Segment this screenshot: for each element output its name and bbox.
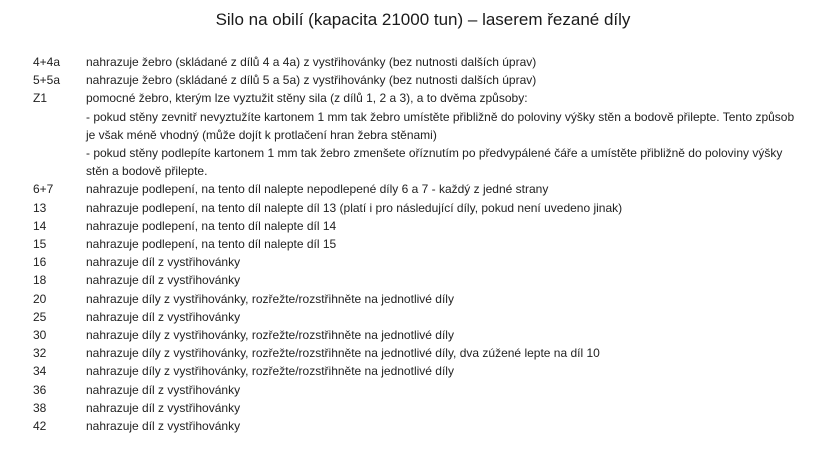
part-description: nahrazuje podlepení, na tento díl nalepte díl 13 (platí i pro následující díly, pokud není uvedeno jinak): [86, 200, 623, 215]
part-description: nahrazuje díl z vystřihovánky: [86, 382, 241, 397]
part-row: [33, 53, 803, 71]
part-description: nahrazuje žebro (skládané z dílů 5 a 5a) z vystřihovánky (bez nutnosti dalších úprav): [86, 73, 537, 88]
part-description: nahrazuje podlepení, na tento díl nalepte díl 14: [86, 218, 337, 233]
part-description: nahrazuje podlepení, na tento díl nalepte díl 15: [86, 237, 337, 252]
part-number: 13: [33, 200, 47, 215]
part-row: [33, 381, 803, 399]
part-row: [33, 71, 803, 89]
part-description: nahrazuje díly z vystřihovánky, rozřežte/rozstřihněte na jednotlivé díly: [86, 291, 454, 306]
part-row: [33, 199, 803, 217]
part-row: [33, 290, 803, 308]
part-description: nahrazuje díly z vystřihovánky, rozřežte/rozstřihněte na jednotlivé díly: [86, 364, 454, 379]
part-number: 5+5a: [33, 73, 61, 88]
part-description: nahrazuje díl z vystřihovánky: [86, 419, 241, 434]
part-row: [33, 235, 803, 253]
part-row: [33, 271, 803, 289]
part-row: [33, 217, 803, 235]
part-row: [33, 399, 803, 417]
part-row: [33, 362, 803, 380]
part-row: [33, 344, 803, 362]
part-description: nahrazuje žebro (skládané z dílů 4 a 4a) z vystřihovánky (bez nutnosti dalších úprav): [86, 55, 537, 69]
part-description: pomocné žebro, kterým lze vyztužit stěny sila (z dílů 1, 2 a 3), a to dvěma způsoby:: [86, 91, 528, 106]
part-number: 20: [33, 291, 47, 306]
part-number: 14: [33, 218, 47, 233]
part-description: nahrazuje díly z vystřihovánky, rozřežte/rozstřihněte na jednotlivé díly, dva zúžené lepte na díl 10: [86, 346, 600, 361]
part-description: nahrazuje díl z vystřihovánky: [86, 309, 241, 324]
part-number: Z1: [33, 91, 48, 106]
parts-list: [33, 53, 803, 435]
part-row: [33, 89, 803, 180]
document-title: Silo na obilí (kapacita 21000 tun) – laserem řezané díly: [215, 10, 631, 29]
part-number: 32: [33, 346, 47, 361]
part-number: 42: [33, 419, 47, 434]
part-description: nahrazuje díl z vystřihovánky: [86, 255, 241, 270]
part-description: nahrazuje díl z vystřihovánky: [86, 273, 241, 288]
part-number: 4+4a: [33, 55, 61, 69]
part-number: 25: [33, 309, 47, 324]
part-note: - pokud stěny zevnitř nevyztužíte kartonem 1 mm tak žebro umístěte přibližně do poloviny výšky stěn a bodově přilepte. Tento způsob je však méně vhodný (může dojít k protlačení hran žebra stěnami): [86, 109, 795, 142]
part-description: nahrazuje díl z vystřihovánky: [86, 400, 241, 415]
part-row: [33, 180, 803, 198]
part-description: nahrazuje díly z vystřihovánky, rozřežte/rozstřihněte na jednotlivé díly: [86, 328, 454, 343]
part-number: 18: [33, 273, 47, 288]
part-row: [33, 308, 803, 326]
part-number: 6+7: [33, 182, 54, 197]
part-note: - pokud stěny podlepíte kartonem 1 mm tak žebro zmenšete oříznutím po předvypálené čáře a umístěte přibližně do poloviny výšky stěn a bodově přilepte.: [86, 146, 783, 179]
part-number: 16: [33, 255, 47, 270]
part-number: 15: [33, 237, 47, 252]
part-number: 36: [33, 382, 47, 397]
part-number: 38: [33, 400, 47, 415]
part-row: [33, 253, 803, 271]
part-row: [33, 326, 803, 344]
part-number: 30: [33, 328, 47, 343]
part-description: nahrazuje podlepení, na tento díl nalepte nepodlepené díly 6 a 7 - každý z jedné strany: [86, 182, 549, 197]
part-number: 34: [33, 364, 47, 379]
part-row: [33, 417, 803, 435]
part-description-block: [86, 89, 800, 180]
